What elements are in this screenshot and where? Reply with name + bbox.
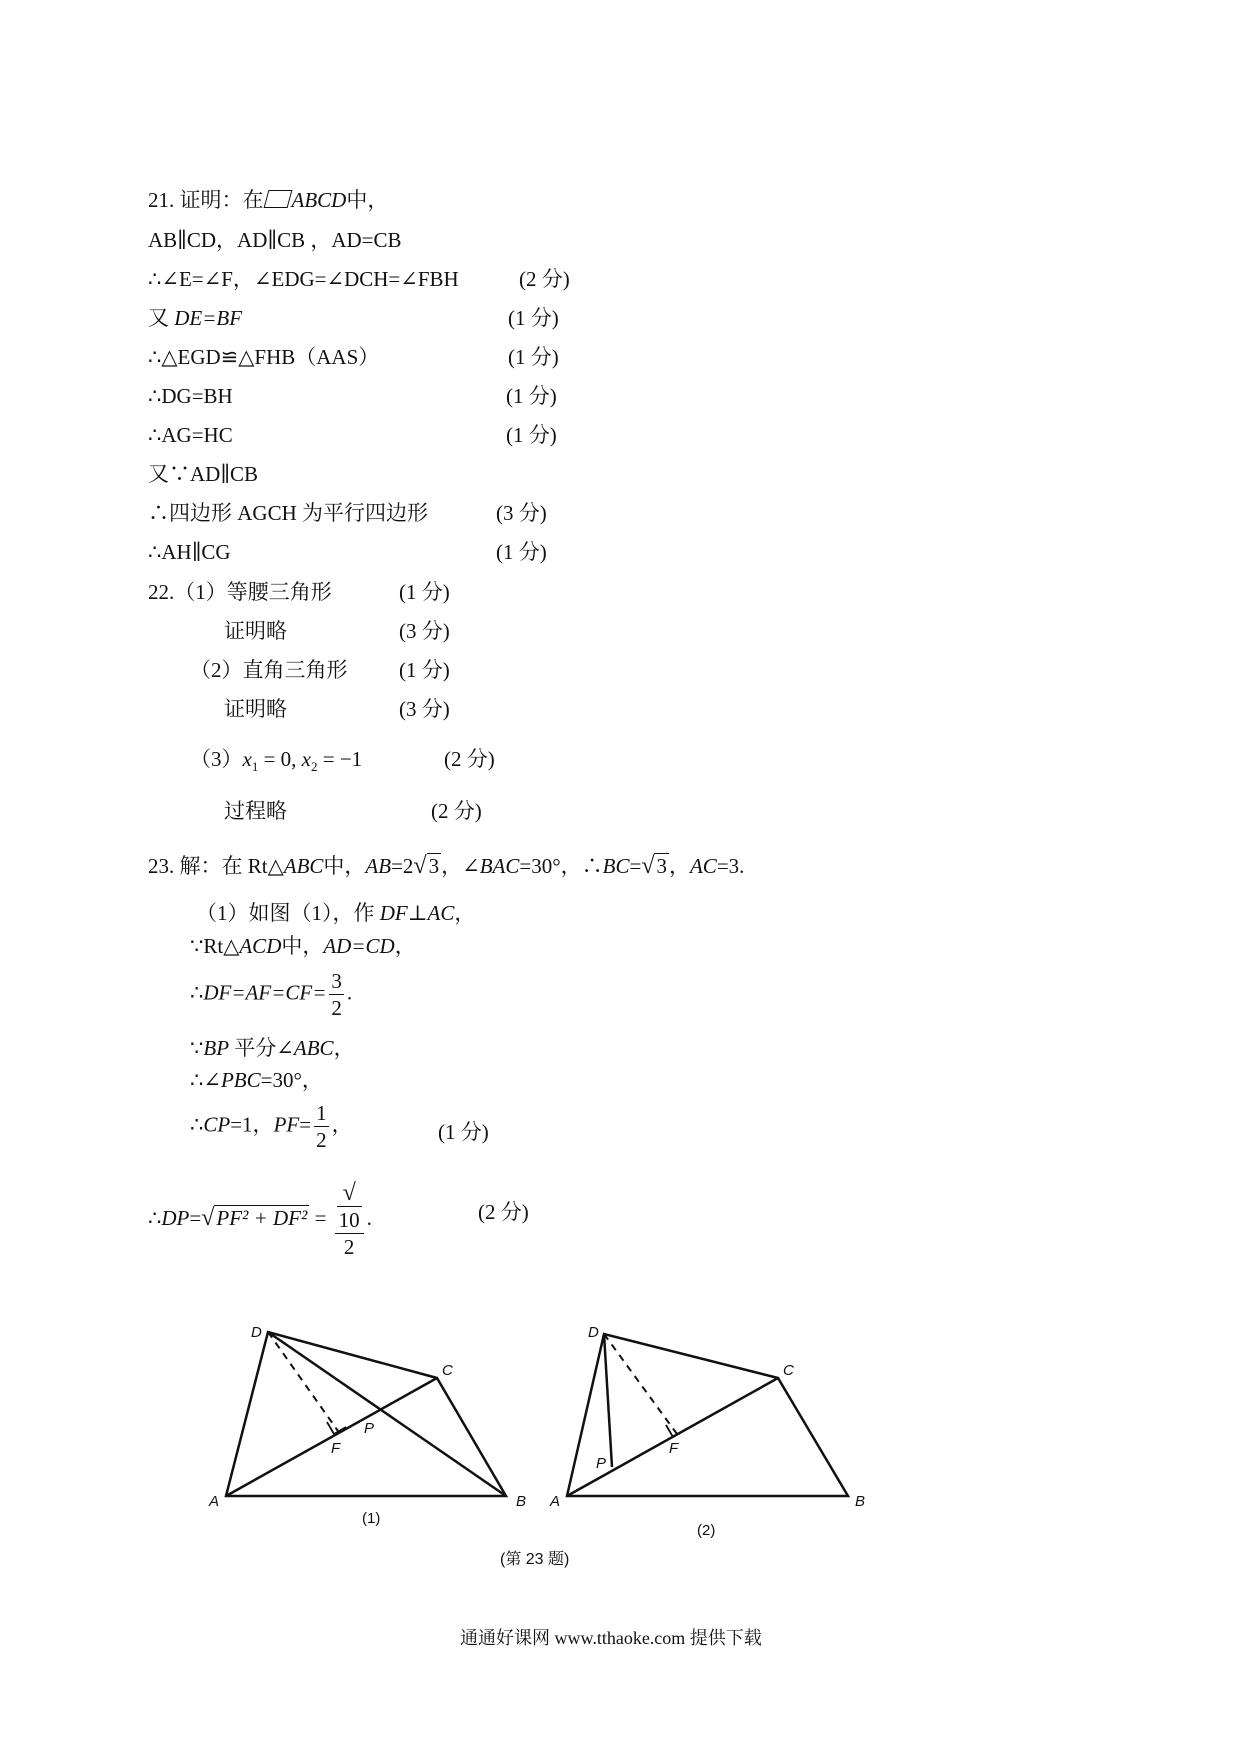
fig1-label-c: C bbox=[442, 1362, 453, 1379]
q21-line5-points: (1 分) bbox=[508, 345, 559, 369]
q21-line9-points: (3 分) bbox=[496, 501, 547, 525]
q21-line3-points: (2 分) bbox=[519, 267, 570, 291]
q21-line1: 21. 证明：在 ABCD中， bbox=[148, 188, 389, 212]
q22-line5-points: (2 分) bbox=[444, 747, 495, 771]
q21-line10-points: (1 分) bbox=[496, 540, 547, 564]
q22-line2: 证明略 bbox=[224, 619, 287, 643]
q21-line10: ∴AH∥CG bbox=[148, 540, 231, 564]
fig2-label-c: C bbox=[783, 1362, 794, 1379]
q21-line7-points: (1 分) bbox=[506, 423, 557, 447]
q23-line5: ∵BP 平分∠ABC， bbox=[190, 1036, 355, 1060]
q22-line3-points: (1 分) bbox=[399, 658, 450, 682]
q22-line1: 22.（1）等腰三角形 bbox=[148, 580, 332, 604]
fig1-label-p: P bbox=[364, 1420, 375, 1437]
q22-line2-points: (3 分) bbox=[399, 619, 450, 643]
q23-line8: ∴DP=√PF² + DF² = √ 10 2 . bbox=[148, 1180, 372, 1259]
figure-2 bbox=[567, 1334, 848, 1496]
q23-line1: 23. 解：在 Rt△ABC中，AB=2√3，∠BAC=30°，∴BC=√3，AC=3. bbox=[148, 853, 745, 879]
q23-line6: ∴∠PBC=30°， bbox=[190, 1068, 323, 1092]
fig2-label-d: D bbox=[588, 1324, 599, 1341]
q22-line6: 过程略 bbox=[224, 799, 287, 823]
q22-line4: 证明略 bbox=[224, 697, 287, 721]
fig1-label-b: B bbox=[516, 1493, 527, 1510]
q21-line4: 又 DE=BF bbox=[148, 306, 243, 330]
q22-line6-points: (2 分) bbox=[431, 799, 482, 823]
q21-line5: ∴△EGD≌△FHB（AAS） bbox=[148, 345, 380, 369]
fraction-sqrt10-2: √ 10 2 bbox=[335, 1180, 364, 1260]
q22-line1-points: (1 分) bbox=[399, 580, 450, 604]
q23-line7: ∴CP=1，PF= $\frac{1}{2}$ ， bbox=[190, 1101, 353, 1152]
fig2-label-p: P bbox=[596, 1455, 607, 1472]
q21-line4-points: (1 分) bbox=[508, 306, 559, 330]
fig1-label-d: D bbox=[251, 1324, 262, 1341]
q23-line8-points: (2 分) bbox=[478, 1200, 529, 1224]
q22-line5: $(3)x_1 = 0$, $x_2 = -1$ bbox=[190, 747, 363, 775]
fig2-caption: (2) bbox=[697, 1522, 716, 1539]
q21-line3: ∴∠E=∠F，∠EDG=∠DCH=∠FBH bbox=[148, 267, 459, 291]
footer-text: 通通好课网 www.tthaoke.com 提供下载 bbox=[460, 1628, 762, 1648]
q21-line8: 又∵AD∥CB bbox=[148, 462, 259, 486]
q21-line9: ∴四边形 AGCH 为平行四边形 bbox=[148, 501, 429, 525]
q23-line3: ∵Rt△ACD中，AD=CD， bbox=[190, 934, 416, 958]
q22-line4-points: (3 分) bbox=[399, 697, 450, 721]
q23-line7-points: (1 分) bbox=[438, 1120, 489, 1144]
q22-line3: （2）直角三角形 bbox=[190, 658, 348, 682]
fig1-label-a: A bbox=[209, 1493, 220, 1510]
fig1-label-f: F bbox=[331, 1440, 341, 1457]
q21-line2: AB∥CD，AD∥CB ，AD=CB bbox=[148, 228, 402, 252]
q23-line4: ∴DF=AF=CF= $\frac{3}{2}$ . bbox=[190, 969, 353, 1020]
q21-line6: ∴DG=BH bbox=[148, 384, 233, 408]
fig2-label-b: B bbox=[855, 1493, 866, 1510]
fraction-1-2: $\frac{1}{2}$ bbox=[316, 1101, 327, 1152]
fraction-3-2: $\frac{3}{2}$ bbox=[331, 969, 342, 1020]
q21-line7: ∴AG=HC bbox=[148, 423, 233, 447]
q23-line2: （1）如图（1），作 DF⊥AC， bbox=[196, 901, 476, 925]
figure-caption: (第 23 题) bbox=[500, 1551, 570, 1568]
figure-1 bbox=[226, 1332, 506, 1496]
fig2-label-a: A bbox=[550, 1493, 561, 1510]
q21-line6-points: (1 分) bbox=[506, 384, 557, 408]
fig1-caption: (1) bbox=[362, 1510, 381, 1527]
fig2-label-f: F bbox=[669, 1440, 679, 1457]
